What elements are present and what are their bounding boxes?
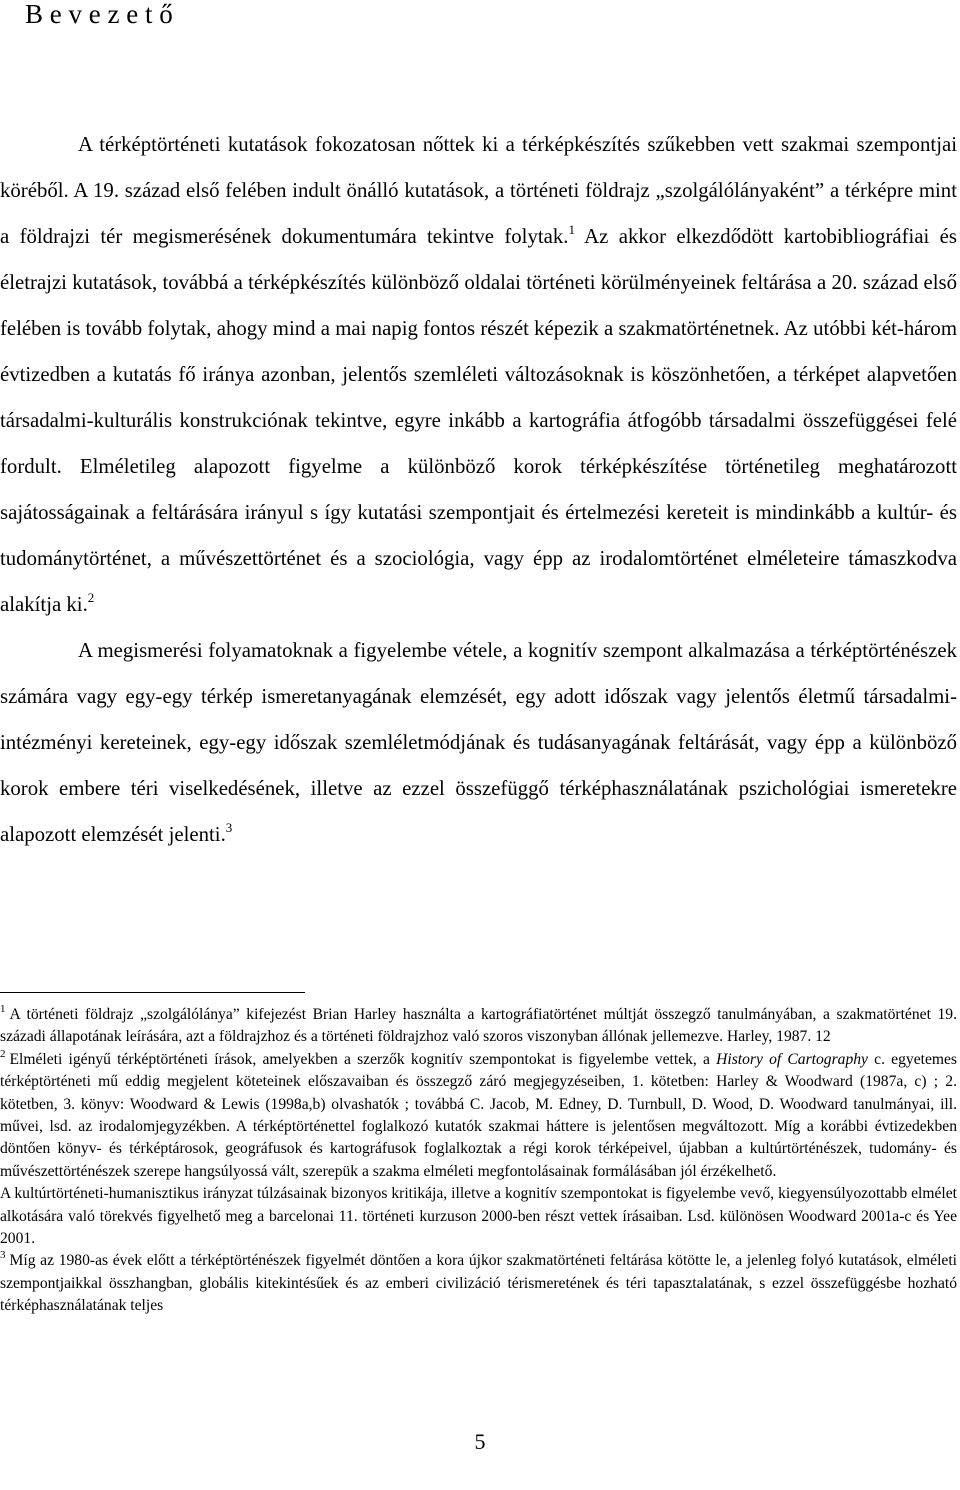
footnote-separator bbox=[0, 992, 305, 994]
footnote-2-book-title: History of Cartography bbox=[716, 1050, 868, 1068]
body-text bbox=[0, 122, 957, 858]
footnote-2-number: 2 bbox=[0, 1047, 6, 1060]
paragraph-2 bbox=[0, 628, 957, 858]
paragraph-1 bbox=[0, 122, 957, 628]
footnote-1 bbox=[0, 1004, 957, 1049]
page-heading: B e v e z e t ő bbox=[25, 0, 173, 29]
footnote-ref-1[interactable]: 1 bbox=[568, 222, 575, 237]
page-number: 5 bbox=[474, 1429, 486, 1454]
footnote-2 bbox=[0, 1049, 957, 1183]
footnote-3-number: 3 bbox=[0, 1249, 6, 1262]
footnote-1-number: 1 bbox=[0, 1003, 6, 1015]
footnote-2-continuation: A kultúrtörténeti-humanisztikus irányzat túlzásainak bizonyos kritikája, illetve a kognitív szempontokat is figyelembe vevő, kiegyensúlyozottabb elmélet alkotására való törekvés figyelhető meg a barcelonai 11. történeti kurzuson 2000-ben részt vettek írásaiban. Lsd. különösen Woodward 2001a-c és Yee 2001. bbox=[0, 1185, 957, 1248]
footnote-3-text: Míg az 1980-as évek előtt a térképtörténészek figyelmét döntően a kora újkor szakmatörténeti feltárása kötötte le, a jelenleg folyó kutatások, elméleti szempontjaikkal összhangban, globális kitekintésűek és az emberi civilizáció térismeretének és téri tapasztalatának, s ezzel összefüggésbe hozható térképhasználatának teljes bbox=[0, 1252, 957, 1315]
footnote-2-text-a: Elméleti igényű térképtörténeti írások, amelyekben a szerzők kognitív szempontokat is figyelembe vettek, a bbox=[9, 1050, 717, 1068]
paragraph-1-text-b: Az akkor elkezdődött kartobibliográfiai és életrajzi kutatások, továbbá a térképkészítés különböző oldalai történeti körülményeinek feltárása a 20. század első felében is tovább folytak, ahogy mind a mai napig fontos részét képezik a szakmatörténetnek. Az utóbbi két-három évtizedben a kutatás fő iránya azonban, jelentős szemléleti változásoknak is köszönhetően, a térképet alapvetően társadalmi-kulturális konstrukciónak tekintve, egyre inkább a kartográfia átfogóbb társadalmi összefüggései felé fordult. Elméletileg alapozott figyelme a különböző korok térképkészítése történetileg meghatározott sajátosságainak a feltárására irányul s így kutatási szempontjait és értelmezési kereteit is mindinkább a kultúr- és tudománytörténet, a művészettörténet és a szociológia, vagy épp az irodalomtörténet elméleteire támaszkodva alakítja ki. bbox=[0, 225, 957, 616]
footnotes bbox=[0, 1004, 957, 1318]
footnote-ref-2[interactable]: 2 bbox=[87, 590, 95, 605]
footnote-1-text: A történeti földrajz „szolgálólánya” kifejezést Brian Harley használta a kartográfiatörténet múltját összegző tanulmányában, a szakmatörténet 19. századi állapotának leírására, azt a földrajzhoz és a történeti földrajzhoz való szoros viszonyban állónak jellemezve. Harley, 1987. 12 bbox=[0, 1006, 957, 1046]
paragraph-2-text: A megismerési folyamatoknak a figyelembe vétele, a kognitív szempont alkalmazása a térképtörténészek számára vagy egy-egy térkép ismeretanyagának elemzését, egy adott időszak vagy jelentős életmű társadalmi-intézményi kereteinek, egy-egy időszak szemléletmódjának és tudásanyagának feltárását, vagy épp a különböző korok embere téri viselkedésének, illetve az ezzel összefüggő térképhasználatának pszichológiai ismeretekre alapozott elemzését jelenti. bbox=[0, 639, 957, 846]
footnote-2-text-b: c. egyetemes térképtörténeti mű eddig megjelent köteteinek előszavaiban és összegző záró megjegyzéseiben, 1. kötetben: Harley & Woodward (1987a, c) ; 2. kötetben, 3. könyv: Woodward & Lewis (1998a,b) olvashatók ; továbbá C. Jacob, M. Edney, D. Turnbull, D. Wood, D. Woodward tanulmányai, ill. művei, lsd. az irodalomjegyzékben. A térképtörténettel foglalkozó kutatók szakmai háttere is jelentősen megváltozott. Míg a korábbi évtizedekben döntően könyv- és térképtárosok, geográfusok és kartográfusok foglalkoztak a régi korok térképeivel, újabban a kultúrtörténészek, tudomány- és művészettörténészek szerepe hangsúlyossá vált, szerepük a szakma elméleti megfontolásainak formálásában jól érzékelhető. bbox=[0, 1050, 957, 1180]
footnote-ref-3[interactable]: 3 bbox=[225, 820, 233, 835]
footnote-3 bbox=[0, 1250, 957, 1317]
paragraph-1-text-a: A térképtörténeti kutatások fokozatosan nőttek ki a térképkészítés szűkebben vett szakmai szempontjai köréből. A 19. század első felében indult önálló kutatások, a történeti földrajz „szolgálólányaként” a térképre mint a földrajzi tér megismerésének dokumentumára tekintve folytak. bbox=[0, 133, 957, 248]
